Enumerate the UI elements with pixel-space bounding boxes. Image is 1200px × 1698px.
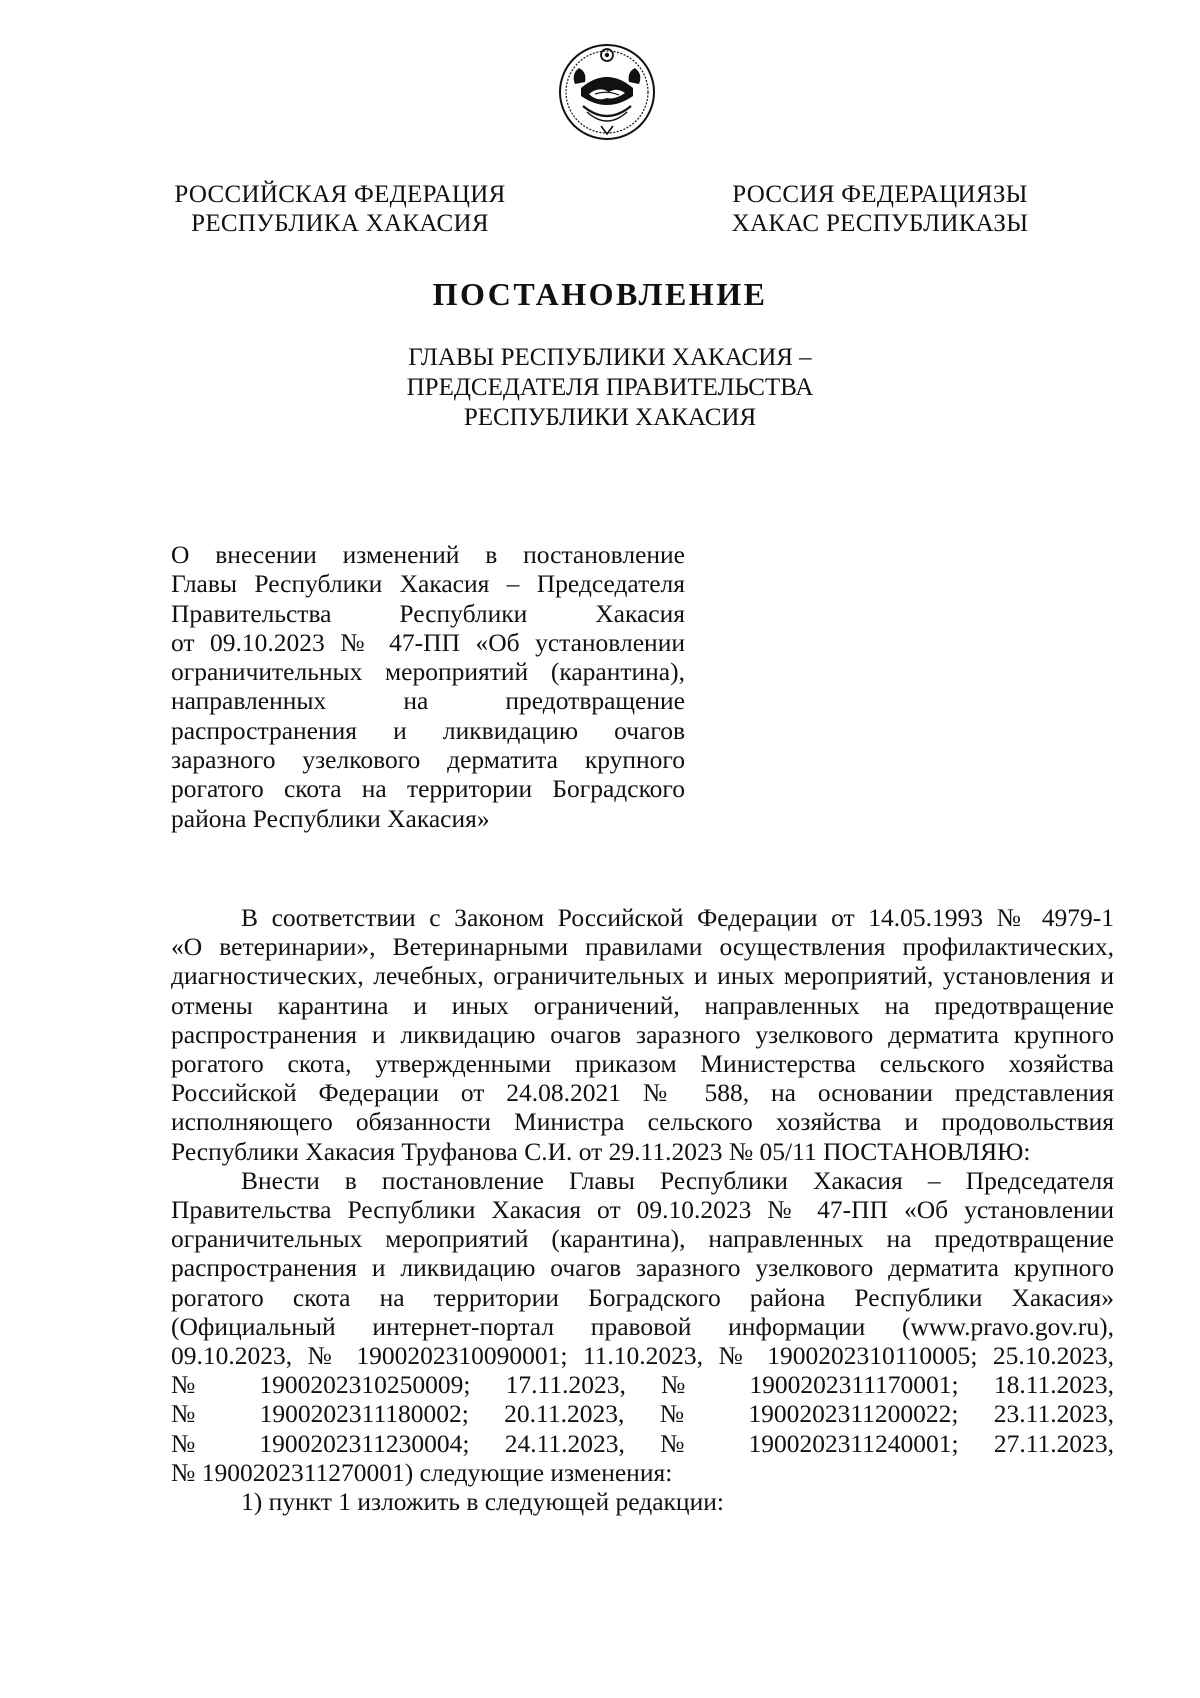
- subject-line: от 09.10.2023 № 47-ПП «Об установлении: [171, 627, 685, 657]
- subject-line: распространения и ликвидацию очагов: [171, 715, 685, 745]
- document-title: ПОСТАНОВЛЕНИЕ: [432, 276, 768, 312]
- paragraph-1-line: диагностических, лечебных, ограничительных и иных мероприятий, установления и: [171, 961, 1114, 991]
- paragraph-1-line: В соответствии с Законом Российской Федерации от 14.05.1993 № 4979-1: [241, 903, 1114, 932]
- authority-line: РЕСПУБЛИКИ ХАКАСИЯ: [463, 404, 757, 431]
- document-subject: [171, 540, 685, 833]
- paragraph-2-line: (Официальный интернет-портал правовой информации (www.pravo.gov.ru),: [171, 1311, 1114, 1341]
- issuing-authority: [300, 343, 920, 433]
- header-right-block: [700, 180, 1060, 238]
- header-right-line: РОССИЯ ФЕДЕРАЦИЯЗЫ: [732, 181, 1028, 208]
- coat-of-arms-emblem: [556, 40, 658, 144]
- authority-line: ПРЕДСЕДАТЕЛЯ ПРАВИТЕЛЬСТВА: [406, 374, 814, 401]
- paragraph-1-line: Российской Федерации от 24.08.2021 № 588, на основании представления: [171, 1078, 1114, 1108]
- subject-line: Главы Республики Хакасия – Председателя: [171, 569, 685, 599]
- paragraph-2-line: 09.10.2023, № 1900202310090001; 11.10.2023, № 1900202310110005; 25.10.2023,: [171, 1341, 1114, 1371]
- header-left-block: [160, 180, 520, 238]
- header-left-line: РЕСПУБЛИКА ХАКАСИЯ: [191, 210, 489, 237]
- paragraph-2-line: распространения и ликвидацию очагов заразного узелкового дерматита крупного: [171, 1253, 1114, 1283]
- header-left-line: РОССИЙСКАЯ ФЕДЕРАЦИЯ: [174, 181, 506, 208]
- paragraph-2-line: № 1900202311270001) следующие изменения:: [171, 1457, 673, 1487]
- subject-line: заразного узелкового дерматита крупного: [171, 745, 685, 775]
- subject-line: направленных на предотвращение: [171, 686, 685, 716]
- paragraph-2-line: Внести в постановление Главы Республики Хакасия – Председателя: [241, 1165, 1114, 1195]
- subject-line: О внесении изменений в постановление: [171, 540, 685, 569]
- paragraph-2-line: № 1900202311230004; 24.11.2023, № 1900202311240001; 27.11.2023,: [171, 1428, 1114, 1458]
- subject-line: Правительства Республики Хакасия: [171, 598, 685, 628]
- header-right-line: ХАКАС РЕСПУБЛИКАЗЫ: [731, 210, 1029, 237]
- paragraph-1-line: отмены карантина и иных ограничений, направленных на предотвращение: [171, 990, 1114, 1020]
- authority-line: ГЛАВЫ РЕСПУБЛИКИ ХАКАСИЯ –: [408, 344, 812, 371]
- paragraph-2-line: № 1900202310250009; 17.11.2023, № 1900202311170001; 18.11.2023,: [171, 1370, 1114, 1400]
- document-body: [171, 903, 1114, 1516]
- paragraph-2-line: рогатого скота на территории Боградского района Республики Хакасия»: [171, 1282, 1114, 1312]
- paragraph-1-line: рогатого скота, утвержденными приказом Министерства сельского хозяйства: [171, 1049, 1114, 1079]
- paragraph-1-line: Республики Хакасия Труфанова С.И. от 29.11.2023 № 05/11 ПОСТАНОВЛЯЮ:: [171, 1136, 1031, 1166]
- paragraph-1-line: исполняющего обязанности Министра сельского хозяйства и продовольствия: [171, 1107, 1114, 1137]
- paragraph-2-line: ограничительных мероприятий (карантина), направленных на предотвращение: [171, 1224, 1114, 1254]
- paragraph-2-line: № 1900202311180002; 20.11.2023, № 1900202311200022; 23.11.2023,: [171, 1399, 1114, 1429]
- subject-line: рогатого скота на территории Боградского: [171, 774, 685, 804]
- item-1-line: 1) пункт 1 изложить в следующей редакции:: [241, 1487, 724, 1517]
- paragraph-1-line: распространения и ликвидацию очагов заразного узелкового дерматита крупного: [171, 1019, 1114, 1049]
- subject-line: района Республики Хакасия»: [171, 803, 490, 833]
- subject-line: ограничительных мероприятий (карантина),: [171, 657, 685, 687]
- paragraph-1-line: «О ветеринарии», Ветеринарными правилами осуществления профилактических,: [171, 932, 1114, 962]
- paragraph-2-line: Правительства Республики Хакасия от 09.10.2023 № 47-ПП «Об установлении: [171, 1195, 1114, 1225]
